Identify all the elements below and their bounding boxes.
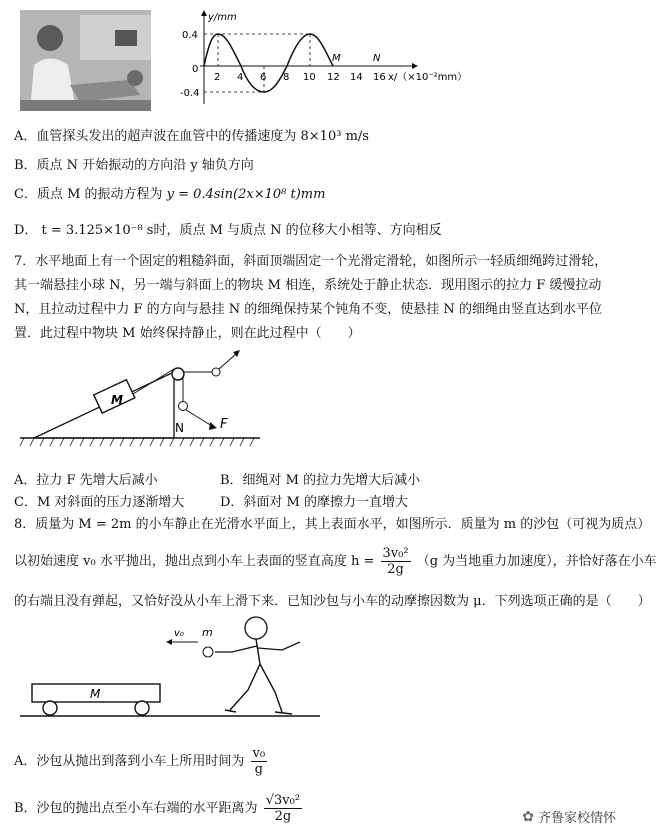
- height-fraction: [381, 546, 411, 577]
- distance-denominator: 2g: [274, 809, 292, 824]
- wave-label-M: M: [332, 53, 341, 64]
- figure-v0: v₀: [174, 628, 184, 639]
- figure-ball-N: N: [175, 421, 184, 435]
- q6-option-d: D． t = 3.125×10⁻⁸ s时，质点 M 与质点 N 的位移大小相等、方向相反: [14, 223, 442, 238]
- time-fraction: [251, 746, 268, 777]
- q7-option-a: A．拉力 F 先增大后减小: [14, 473, 158, 488]
- figure-force-F: F: [220, 417, 228, 432]
- q6-option-c: [14, 186, 325, 204]
- height-denominator: 2g: [387, 562, 404, 577]
- distance-numerator: √3v₀²: [265, 793, 301, 808]
- time-numerator: v₀: [252, 746, 266, 761]
- ultrasound-photo: [20, 10, 151, 111]
- wave-xtick: 8: [283, 72, 290, 83]
- wave-xtick: 4: [237, 72, 244, 83]
- time-denominator: g: [254, 762, 263, 777]
- wave-x-unit: x/（×10⁻²mm）: [388, 72, 468, 83]
- wave-xtick: 2: [214, 72, 221, 83]
- incline-pulley-figure: [20, 342, 280, 454]
- q8-option-b: [14, 791, 304, 827]
- height-numerator: 3v₀²: [382, 546, 409, 561]
- watermark-text: 齐鲁家校情怀: [537, 811, 616, 826]
- wave-label-N: N: [373, 53, 381, 64]
- q8-stem-line2: [14, 544, 657, 580]
- wave-graph: [180, 8, 470, 108]
- wave-xtick: 6: [260, 72, 267, 83]
- wave-y-unit: y/mm: [208, 12, 237, 23]
- wave-xtick: 14: [350, 72, 363, 83]
- figure-cart-M: M: [90, 687, 101, 701]
- q6-option-c-formula: y = 0.4sin(2x×10⁸ t)mm: [166, 187, 326, 202]
- watermark: [522, 807, 616, 826]
- q8-stem-line1: 8．质量为 M = 2m 的小车静止在光滑水平面上，其上表面水平，如图所示．质量为 m 的沙包（可视为质点）: [14, 517, 651, 532]
- wave-origin: 0: [192, 64, 199, 75]
- wave-xtick: 16: [373, 72, 386, 83]
- q6-option-c-text: C．质点 M 的振动方程为: [14, 187, 167, 202]
- figure-block-M: M: [111, 393, 123, 407]
- q8-stem-line3: 的右端且没有弹起，又恰好没从小车上滑下来．已知沙包与小车的动摩擦因数为 μ．下列选项正确的是（ ）: [14, 594, 651, 609]
- q8-option-a-text: A．沙包从抛出到落到小车上所用时间为: [14, 754, 245, 769]
- q8-line2-post: （g 为当地重力加速度），并恰好落在小车: [416, 554, 657, 569]
- q7-option-d: D．斜面对 M 的摩擦力一直增大: [220, 495, 408, 510]
- q7-stem: 7．水平地面上有一个固定的粗糙斜面，斜面顶端固定一个光滑定滑轮，如图所示一轻质细绳跨过滑轮，其一端悬挂小球 N，另一端与斜面上的物块 M 相连，系统处于静止状态．现用图示的拉力 F 缓慢拉动 N，且拉动过程中力 F 的方向与悬挂 N 的细绳保持某个钝角不变，使悬挂 N 的细绳由竖直达到水平位置．此过程中物块 M 始终保持静止，则在此过程中（ ）: [14, 254, 608, 341]
- q8-option-a: [14, 744, 269, 780]
- wave-xtick: 10: [303, 72, 316, 83]
- q8-line2-pre: 以初始速度 v₀ 水平抛出，抛出点到小车上表面的竖直高度 h =: [14, 554, 375, 569]
- cart-sandbag-figure: [20, 614, 350, 724]
- q8-option-b-text: B．沙包的抛出点至小车右端的水平距离为: [14, 801, 258, 816]
- q6-option-a: A．血管探头发出的超声波在血管中的传播速度为 8×10³ m/s: [14, 129, 369, 144]
- figure-m: m: [202, 626, 213, 639]
- wave-xtick: 12: [327, 72, 340, 83]
- wechat-icon: ✿: [522, 808, 534, 825]
- wave-y-neg: -0.4: [180, 88, 200, 99]
- distance-fraction: [264, 793, 302, 824]
- q7-option-b: B．细绳对 M 的拉力先增大后减小: [220, 473, 421, 488]
- wave-y-pos: 0.4: [182, 30, 198, 41]
- q7-option-c: C．M 对斜面的压力逐渐增大: [14, 495, 185, 510]
- q6-option-b: B．质点 N 开始振动的方向沿 y 轴负方向: [14, 158, 254, 173]
